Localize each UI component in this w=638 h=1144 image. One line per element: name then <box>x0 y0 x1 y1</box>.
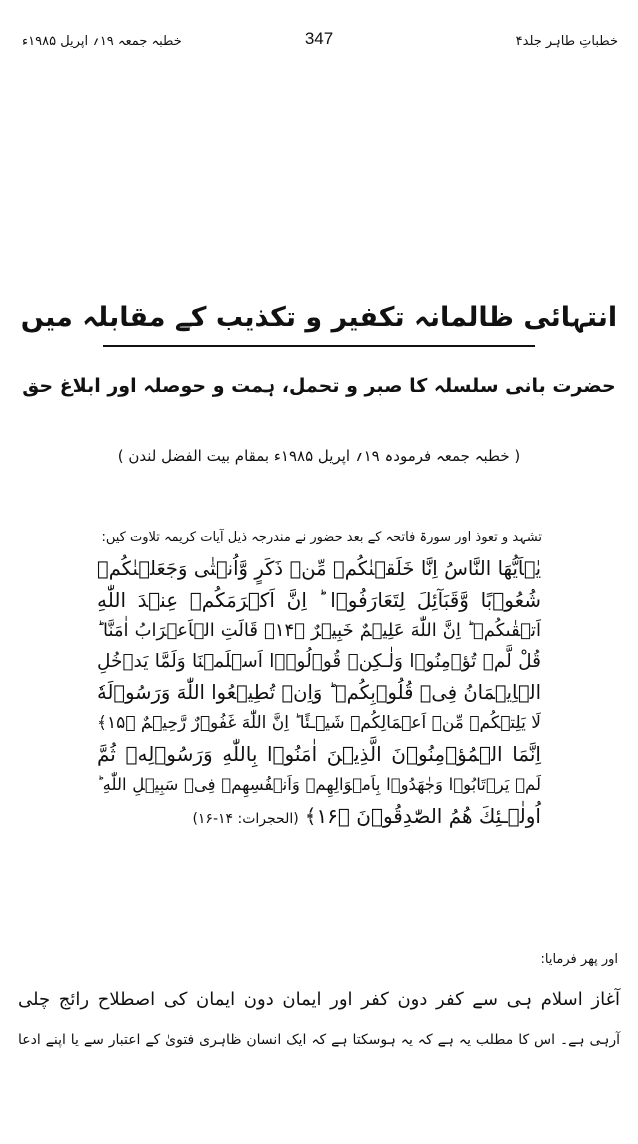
verse-line-final <box>97 801 541 832</box>
title-underline <box>103 345 535 347</box>
verse-line: لَمۡ يَرۡتَابُوۡا وَجٰهَدُوۡا بِاَمۡوَالِهِمۡ وَاَنۡفُسِهِمۡ فِىۡ سَبِيۡلِ اللّٰهِ ؕ <box>97 775 541 795</box>
verse-line: شُعُوۡبًا وَّقَبَآئِلَ لِتَعَارَفُوۡا ؕ اِنَّ اَكۡرَمَكُمۡ عِنۡدَ اللّٰهِ <box>97 587 541 612</box>
sermon-title-line-1: انتہائی ظالمانہ تکفیر و تکذیب کے مقابلہ میں <box>20 302 618 333</box>
body-paragraph <box>18 980 620 1060</box>
verse-line: اَتۡقٰٮكُمۡ ؕ اِنَّ اللّٰهَ عَلِيۡمٌ خَبِيۡرٌ ﴿۱۴﴾ قَالَتِ الۡاَعۡرَابُ اٰمَنَّا ؕ <box>97 619 541 641</box>
sermon-subtitle: ( خطبہ جمعہ فرمودہ ۱۹؍ اپریل ۱۹۸۵ء بمقام بیت الفضل لندن ) <box>117 447 521 465</box>
verse-line: قُلْ لَّمۡ تُؤۡمِنُوۡا وَلٰـكِنۡ قُوۡلُوۡۤا اَسۡلَمۡنَا وَلَمَّا يَدۡخُلِ <box>97 650 541 672</box>
paragraph-line: آغاز اسلام ہی سے کفر دون کفر اور ایمان دون ایمان کی اصطلاح رائج چلی <box>18 989 620 1010</box>
verse-line: اِنَّمَا الۡمُؤۡمِنُوۡنَ الَّذِيۡنَ اٰمَنُوۡا بِاللّٰهِ وَرَسُوۡلِهٖ ثُمَّ <box>97 742 541 767</box>
paragraph-line: آرہی ہے۔ اس کا مطلب یہ ہے کہ یہ ہوسکتا ہے کہ ایک انسان ظاہری فتویٰ کے اعتبار سے یا اپنے ادعا <box>18 1032 620 1048</box>
verse-line: الۡاِيۡمَانُ فِىۡ قُلُوۡبِكُمۡ ؕ وَاِنۡ تُطِيۡعُوا اللّٰهَ وَرَسُوۡلَهٗ <box>97 680 541 704</box>
verse-line: يٰۤاَيُّهَا النَّاسُ اِنَّا خَلَقۡنٰكُمۡ مِّنۡ ذَكَرٍ وَّاُنۡثٰى وَجَعَلۡنٰكُمۡ <box>97 557 541 580</box>
then-said-label: اور پھر فرمایا: <box>540 952 618 967</box>
page-number: 347 <box>304 29 334 48</box>
verse-reference: (الحجرات: ۱۴-۱۶) <box>192 811 299 828</box>
running-header-book-title: خطباتِ طاہر جلد۴ <box>515 34 618 49</box>
recitation-intro: تشہد و تعوذ اور سورۃ فاتحہ کے بعد حضور نے مندرجہ ذیل آیات کریمہ تلاوت کیں: <box>101 530 542 545</box>
sermon-title-line-2: حضرت بانی سلسلہ کا صبر و تحمل، ہمت و حوصلہ اور ابلاغ حق <box>22 375 616 397</box>
verse-text: اُولٰۤـئِكَ هُمُ الصّٰدِقُوۡنَ ﴿۱۶﴾ <box>304 804 541 829</box>
running-header-date: خطبہ جمعہ ۱۹؍ اپریل ۱۹۸۵ء <box>22 34 182 49</box>
verse-line: لَا يَلِتۡكُمۡ مِّنۡ اَعۡمَالِكُمۡ شَيۡـئًا ؕ اِنَّ اللّٰهَ غَفُوۡرٌ رَّحِيۡمٌ ﴿۱۵﴾ <box>97 713 541 734</box>
quran-verses <box>97 554 541 832</box>
